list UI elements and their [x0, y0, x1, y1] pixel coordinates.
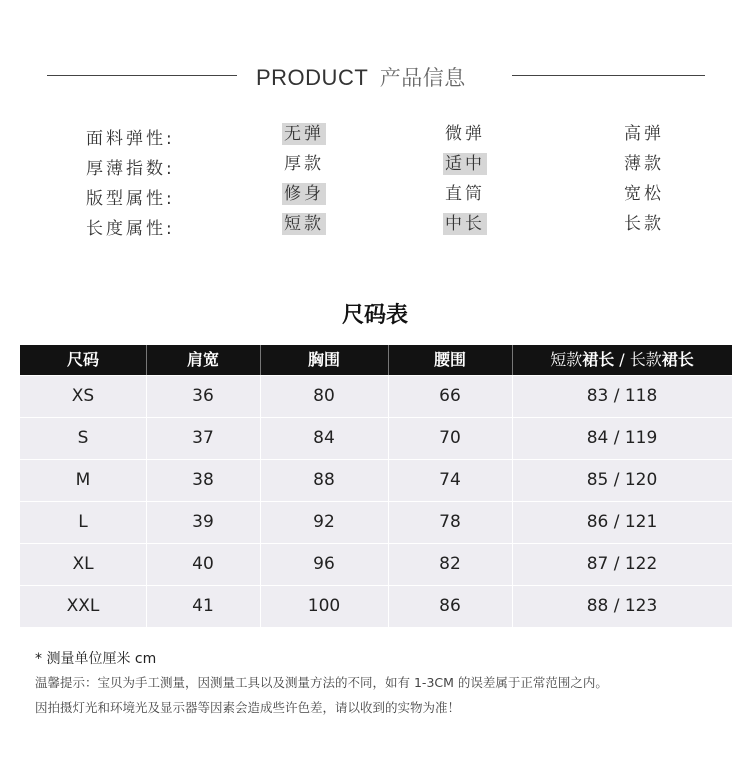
header-length-short-prefix: 短款 [550, 350, 583, 369]
unit-note: * 测量单位厘米 cm [35, 651, 157, 667]
header-chest: 胸围 [307, 350, 340, 369]
cell-chest: 80 [313, 386, 335, 406]
header-length-long: 裙长 [661, 350, 694, 369]
attribute-option-selected: 适中 [445, 154, 485, 174]
cell-chest: 84 [313, 428, 335, 448]
attribute-option: 高弹 [624, 124, 664, 144]
size-table [20, 345, 732, 627]
table-row [20, 585, 732, 627]
cell-chest: 96 [313, 554, 335, 574]
attribute-option-selected: 短款 [284, 214, 324, 234]
attribute-row [0, 150, 750, 180]
cell-waist: 66 [439, 386, 461, 406]
attribute-row [0, 180, 750, 210]
cell-waist: 82 [439, 554, 461, 574]
attribute-option: 微弹 [445, 124, 485, 144]
cell-waist: 78 [439, 512, 461, 532]
cell-shoulder: 36 [192, 386, 214, 406]
cell-waist: 74 [439, 470, 461, 490]
header-length-short: 裙长 [582, 350, 615, 369]
header-shoulder: 肩宽 [186, 350, 219, 369]
cell-length: 88 / 123 [586, 596, 658, 616]
header-divider-right [512, 75, 705, 76]
header-length-sep: / [614, 350, 630, 369]
header-length-long-prefix: 长款 [629, 350, 662, 369]
color-disclaimer: 因拍摄灯光和环境光及显示器等因素会造成些许色差，请以收到的实物为准！ [35, 700, 461, 715]
cell-chest: 100 [307, 596, 341, 616]
cell-size: L [78, 512, 88, 532]
header-size: 尺码 [66, 350, 99, 369]
cell-waist: 86 [439, 596, 461, 616]
attribute-label: 厚薄指数: [86, 159, 175, 179]
cell-size: S [77, 428, 89, 448]
cell-shoulder: 41 [192, 596, 214, 616]
cell-shoulder: 39 [192, 512, 214, 532]
section-title-en: PRODUCT [256, 65, 369, 90]
attribute-option-selected: 中长 [445, 214, 485, 234]
table-row [20, 501, 732, 543]
section-header [0, 58, 750, 94]
attribute-row [0, 120, 750, 150]
size-table-body [20, 375, 732, 627]
cell-size: XS [71, 386, 95, 406]
attribute-option: 宽松 [624, 184, 664, 204]
cell-shoulder: 40 [192, 554, 214, 574]
section-title-zh: 产品信息 [379, 66, 466, 90]
cell-chest: 92 [313, 512, 335, 532]
attribute-option-selected: 无弹 [284, 124, 324, 144]
attribute-label: 面料弹性: [86, 129, 175, 149]
cell-size: XL [72, 554, 94, 574]
product-attributes [0, 120, 750, 240]
header-length [512, 345, 732, 375]
cell-length: 84 / 119 [586, 428, 658, 448]
cell-length: 86 / 121 [586, 512, 658, 532]
attribute-option: 薄款 [624, 154, 664, 174]
size-table-header [20, 345, 732, 375]
measurement-tip: 温馨提示：宝贝为手工测量，因测量工具以及测量方法的不同，如有 1-3CM 的误差属于正常范围之内。 [35, 675, 608, 690]
cell-shoulder: 38 [192, 470, 214, 490]
header-divider-left [47, 75, 237, 76]
cell-length: 83 / 118 [586, 386, 658, 406]
table-row [20, 543, 732, 585]
cell-chest: 88 [313, 470, 335, 490]
attribute-label: 长度属性: [86, 219, 175, 239]
table-row [20, 375, 732, 417]
header-waist: 腰围 [433, 350, 466, 369]
attribute-label: 版型属性: [86, 189, 175, 209]
attribute-option: 厚款 [284, 154, 324, 174]
section-title [256, 62, 466, 92]
attribute-option: 直筒 [445, 184, 485, 204]
size-table-title: 尺码表 [341, 303, 408, 328]
attribute-option: 长款 [624, 214, 664, 234]
cell-waist: 70 [439, 428, 461, 448]
cell-size: XXL [66, 596, 100, 616]
table-row [20, 459, 732, 501]
attribute-option-selected: 修身 [284, 184, 324, 204]
cell-length: 85 / 120 [586, 470, 658, 490]
cell-shoulder: 37 [192, 428, 214, 448]
cell-size: M [75, 470, 91, 490]
attribute-row [0, 210, 750, 240]
table-row [20, 417, 732, 459]
cell-length: 87 / 122 [586, 554, 658, 574]
